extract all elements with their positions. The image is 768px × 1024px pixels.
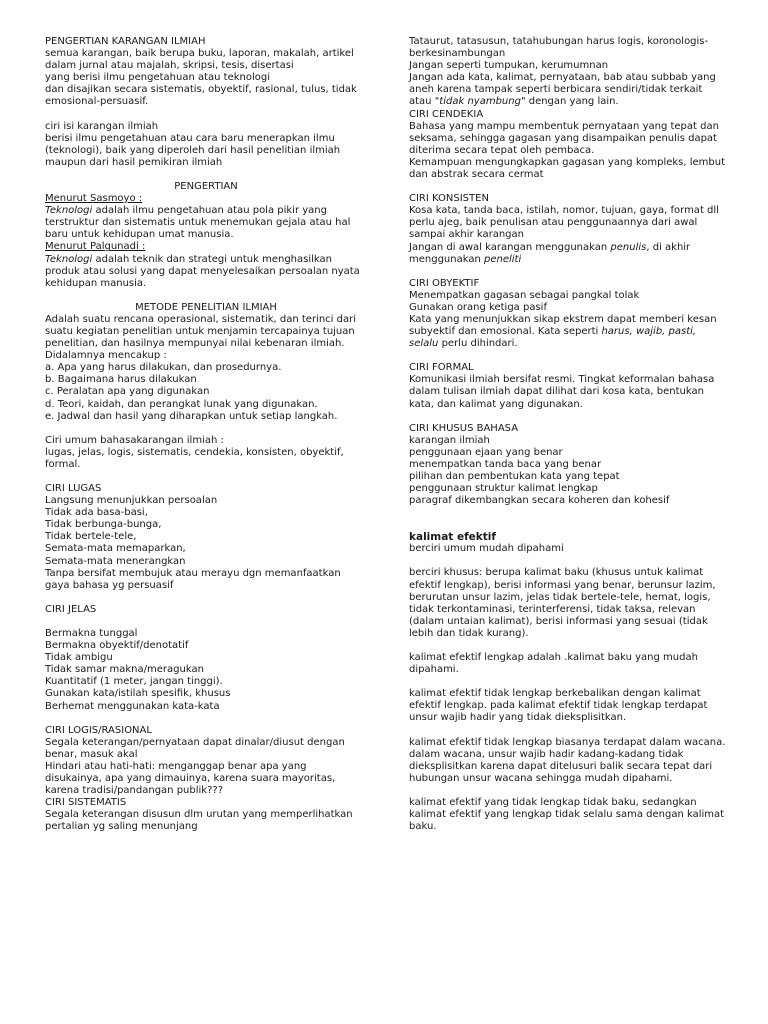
text-line: c. Peralatan apa yang digunakan bbox=[45, 386, 210, 398]
text-line: Jangan ada kata, kalimat, pernyataan, bab atau subbab yang bbox=[409, 72, 716, 84]
text-line: Segala keterangan/pernyataan dapat dinalar/diusut dengan bbox=[45, 736, 345, 748]
text-line: Semata-mata memaparkan, bbox=[45, 543, 186, 555]
text-line: berurutan unsur lazim, jelas tidak bertele-tele, hemat, logis, bbox=[409, 591, 711, 603]
text-line: pertalian yg saling menunjang bbox=[45, 821, 198, 833]
text-line: Hindari atau hati-hati: menganggap benar apa yang bbox=[45, 760, 307, 772]
text-line: lebih dan tidak kurang). bbox=[409, 627, 529, 639]
paragraph bbox=[45, 725, 367, 834]
text-line: benar, masuk akal bbox=[45, 748, 138, 760]
text-line: Komunikasi ilmiah bersifat resmi. Tingkat keformalan bahasa bbox=[409, 374, 715, 386]
text-line: dieksplisitkan karena dapat ditelusuri balik secara tepat dari bbox=[409, 760, 713, 772]
text-line: Gunakan kata/istilah spesifik, khusus bbox=[45, 688, 231, 700]
text-line: dan abstrak secara cermat bbox=[409, 169, 544, 181]
text-line: ciri isi karangan ilmiah bbox=[45, 120, 159, 132]
paragraph bbox=[409, 36, 739, 96]
text-line: dipahami. bbox=[409, 664, 459, 676]
text-line: Segala keterangan disusun dlm urutan yang memperlihatkan bbox=[45, 809, 353, 821]
text-line: Menempatkan gagasan sebagai pangkal tolak bbox=[409, 289, 640, 301]
text-line bbox=[409, 96, 739, 108]
text-line: Semata-mata menerangkan bbox=[45, 555, 186, 567]
text-line: yang berisi ilmu pengetahuan atau teknologi bbox=[45, 72, 271, 84]
paragraph bbox=[409, 688, 739, 724]
section-title: CIRI JELAS bbox=[45, 603, 97, 615]
paragraph bbox=[45, 483, 367, 592]
emphasis: selalu bbox=[409, 338, 439, 350]
emphasis: peneliti bbox=[484, 253, 522, 265]
paragraph bbox=[409, 737, 739, 785]
text-line: pilihan dan pembentukan kata yang tepat bbox=[409, 471, 620, 482]
text-line: baku. bbox=[409, 821, 437, 833]
term: Teknologi bbox=[45, 205, 93, 217]
text-line: CIRI FORMAL bbox=[409, 362, 474, 374]
subheading: Menurut Palgunadi : bbox=[45, 241, 146, 253]
term: Teknologi bbox=[45, 253, 93, 265]
text-line: karangan ilmiah bbox=[409, 434, 490, 446]
text-line: penggunaan struktur kalimat lengkap bbox=[409, 483, 598, 495]
text-line: Kemampuan mengungkapkan gagasan yang kompleks, lembut bbox=[409, 156, 726, 168]
text-line: berisi ilmu pengetahuan atau cara baru menerapkan ilmu bbox=[45, 132, 335, 144]
text-span: menggunakan bbox=[409, 253, 484, 265]
text-line: kalimat efektif yang lengkap tidak selalu sama dengan kalimat bbox=[409, 808, 725, 820]
text-line bbox=[45, 254, 367, 266]
right-column bbox=[409, 36, 739, 833]
text-line: kalimat efektif lengkap adalah .kalimat baku yang mudah bbox=[409, 652, 698, 664]
text-line: Kata yang menunjukkan sikap ekstrem dapat memberi kesan bbox=[409, 313, 717, 325]
section-title: PENGERTIAN KARANGAN ILMIAH bbox=[45, 36, 206, 47]
paragraph bbox=[45, 217, 367, 241]
paragraph bbox=[409, 423, 739, 508]
text-line: terstruktur dan sistematis untuk menemukan gejala atau hal bbox=[45, 217, 351, 229]
text-line: berkesinambungan bbox=[409, 48, 506, 60]
text-line bbox=[409, 254, 739, 266]
text-line: semua karangan, baik berupa buku, laporan, makalah, artikel bbox=[45, 48, 354, 60]
text-line: b. Bagaimana harus dilakukan bbox=[45, 374, 197, 386]
text-line: CIRI OBYEKTIF bbox=[409, 277, 480, 289]
text-line: produk atau solusi yang dapat menyelesaikan persoalan nyata bbox=[45, 265, 360, 277]
text-line: Tidak berbunga-bunga, bbox=[45, 519, 162, 531]
section-heading: kalimat efektif bbox=[409, 531, 496, 544]
text-line: paragraf dikembangkan secara koheren dan kohesif bbox=[409, 495, 670, 507]
text-line: CIRI SISTEMATIS bbox=[45, 797, 127, 809]
text-line bbox=[409, 338, 739, 350]
text-line: seksama, sehingga gagasan yang disampaikan penulis dapat bbox=[409, 132, 717, 144]
subheading: Menurut Sasmoyo : bbox=[45, 193, 143, 205]
section-title: PENGERTIAN bbox=[174, 180, 238, 192]
paragraph bbox=[45, 628, 367, 713]
text-line: Ciri umum bahasakarangan ilmiah : bbox=[45, 434, 224, 446]
text-line: karena tradisi/pandangan publik??? bbox=[45, 785, 223, 797]
text-line: sampai akhir karangan bbox=[409, 229, 524, 241]
text-line: hubungan unsur wacana sehingga mudah dipahami. bbox=[409, 772, 673, 784]
text-line: Tidak samar makna/meragukan bbox=[45, 664, 204, 676]
text-line: Adalah suatu rencana operasional, sistematik, dan terinci dari bbox=[45, 313, 356, 325]
text-span: perlu dihindari. bbox=[438, 338, 518, 350]
text-span: adalah ilmu pengetahuan atau pola pikir yang bbox=[92, 205, 327, 217]
text-line: baru untuk kehidupan umat manusia. bbox=[45, 229, 234, 241]
text-span: Jangan di awal karangan menggunakan bbox=[409, 241, 611, 253]
text-line: kalimat efektif yang tidak lengkap tidak baku, sedangkan bbox=[409, 796, 697, 808]
text-line: CIRI KHUSUS BAHASA bbox=[409, 422, 519, 434]
text-line: penggunaan ejaan yang benar bbox=[409, 446, 563, 458]
text-line: (teknologi), baik yang diperoleh dari hasil penelitian ilmiah bbox=[45, 144, 341, 156]
text-line: Bahasa yang mampu membentuk pernyataan yang tepat dan bbox=[409, 120, 719, 132]
text-span: , di akhir bbox=[646, 241, 691, 253]
text-line: Bermakna tunggal bbox=[45, 627, 138, 639]
text-line: Tanpa bersifat membujuk atau merayu dgn memanfaatkan bbox=[45, 567, 341, 579]
section-title: METODE PENELITIAN ILMIAH bbox=[135, 301, 277, 313]
text-line: Gunakan orang ketiga pasif bbox=[409, 301, 547, 313]
text-line: efektif lengkap. pada kalimat efektif tidak lengkap terdapat bbox=[409, 700, 708, 712]
text-line: penelitian, dan hasilnya mempunyai nilai kebenaran ilmiah. bbox=[45, 338, 345, 350]
paragraph bbox=[409, 193, 739, 241]
text-line bbox=[409, 242, 739, 254]
emphasis: harus, wajib, pasti, bbox=[601, 326, 697, 338]
text-line: CIRI LOGIS/RASIONAL bbox=[45, 724, 152, 736]
text-line: tidak terkontaminasi, terinterferensi, tidak taksa, relevan bbox=[409, 603, 696, 615]
left-column bbox=[45, 36, 367, 833]
text-line: CIRI LUGAS bbox=[45, 483, 102, 494]
text-line: diterima secara tepat oleh pembaca. bbox=[409, 144, 595, 156]
text-line: Kuantitatif (1 meter, jangan tinggi). bbox=[45, 676, 223, 688]
text-line: CIRI KONSISTEN bbox=[409, 193, 489, 205]
text-line: gaya bahasa yg persuasif bbox=[45, 579, 174, 591]
text-line: d. Teori, kaidah, dan perangkat lunak yang digunakan. bbox=[45, 398, 318, 410]
text-span: atau " bbox=[409, 96, 440, 108]
text-line: disukainya, apa yang dimauinya, karena suara mayoritas, bbox=[45, 772, 336, 784]
text-line: (dalam untaian kalimat), berisi informasi yang sesuai (tidak bbox=[409, 615, 708, 627]
text-line: berciri khusus: berupa kalimat baku (khusus untuk kalimat bbox=[409, 567, 704, 579]
emphasis: tidak nyambung bbox=[439, 96, 521, 108]
paragraph bbox=[409, 567, 739, 640]
text-line: Tataurut, tatasusun, tatahubungan harus logis, koronologis- bbox=[409, 36, 709, 47]
text-line: dan disajikan secara sistematis, obyektif, rasional, tulus, tidak bbox=[45, 84, 357, 96]
text-line: Tidak bertele-tele, bbox=[45, 531, 137, 543]
text-line: kalimat efektif tidak lengkap berkebalikan dengan kalimat bbox=[409, 688, 701, 700]
paragraph bbox=[409, 362, 739, 410]
text-line: lugas, jelas, logis, sistematis, cendekia, konsisten, obyektif, bbox=[45, 446, 344, 458]
paragraph bbox=[45, 314, 367, 423]
text-line: Langsung menunjukkan persoalan bbox=[45, 495, 218, 507]
text-line: dalam jurnal atau majalah, skripsi, tesis, disertasi bbox=[45, 60, 294, 72]
text-line: suatu kegiatan penelitian untuk menjamin tercapainya tujuan bbox=[45, 325, 355, 337]
text-line: CIRI CENDEKIA bbox=[409, 108, 484, 120]
paragraph bbox=[45, 121, 367, 169]
text-line: a. Apa yang harus dilakukan, dan prosedurnya. bbox=[45, 362, 282, 374]
text-line: formal. bbox=[45, 458, 81, 470]
text-line: Bermakna obyektif/denotatif bbox=[45, 640, 189, 652]
text-line: Didalamnya mencakup : bbox=[45, 350, 167, 362]
text-line: berciri umum mudah dipahami bbox=[409, 543, 564, 555]
paragraph bbox=[409, 278, 739, 326]
text-line: perlu ajeg, baik penulisan atau penggunaannya dari awal bbox=[409, 217, 698, 229]
text-line: e. Jadwal dan hasil yang diharapkan untuk setiap langkah. bbox=[45, 410, 338, 422]
paragraph bbox=[409, 797, 739, 833]
text-line: Jangan seperti tumpukan, kerumumnan bbox=[409, 60, 609, 72]
text-line: efektif lengkap), berisi informasi yang benar, berunsur lazim, bbox=[409, 579, 716, 591]
text-line bbox=[409, 326, 739, 338]
text-line: Kosa kata, tanda baca, istilah, nomor, tujuan, gaya, format dll bbox=[409, 205, 719, 217]
text-line: Tidak ambigu bbox=[45, 652, 113, 664]
text-line: aneh karena tampak seperti berbicara sendiri/tidak terkait bbox=[409, 84, 703, 96]
text-line: dalam wacana, unsur wajib hadir kadang-kadang tidak bbox=[409, 748, 684, 760]
text-line: Berhemat menggunakan kata-kata bbox=[45, 700, 220, 712]
text-line: kehidupan manusia. bbox=[45, 277, 147, 289]
text-line: dalam tulisan ilmiah dapat dilihat dari kosa kata, bentukan bbox=[409, 386, 704, 398]
paragraph bbox=[45, 266, 367, 290]
text-line bbox=[45, 205, 367, 217]
paragraph bbox=[409, 652, 739, 676]
text-line: kata, dan kalimat yang digunakan. bbox=[409, 398, 583, 410]
text-line: kalimat efektif tidak lengkap biasanya terdapat dalam wacana. bbox=[409, 736, 726, 748]
text-line: Tidak ada basa-basi, bbox=[45, 507, 148, 519]
paragraph bbox=[45, 48, 367, 108]
paragraph bbox=[409, 109, 739, 182]
paragraph bbox=[45, 435, 367, 471]
text-line: maupun dari hasil pemikiran ilmiah bbox=[45, 156, 223, 168]
text-span: " dengan yang lain. bbox=[520, 96, 619, 108]
text-line: menempatkan tanda baca yang benar bbox=[409, 458, 602, 470]
text-line: emosional-persuasif. bbox=[45, 96, 149, 108]
text-span: subyektif dan emosional. Kata seperti bbox=[409, 326, 602, 338]
text-span: adalah teknik dan strategi untuk menghasilkan bbox=[92, 253, 332, 265]
emphasis: penulis bbox=[610, 241, 647, 253]
text-line: unsur wajib hadir yang tidak dieksplisitkan. bbox=[409, 712, 627, 724]
